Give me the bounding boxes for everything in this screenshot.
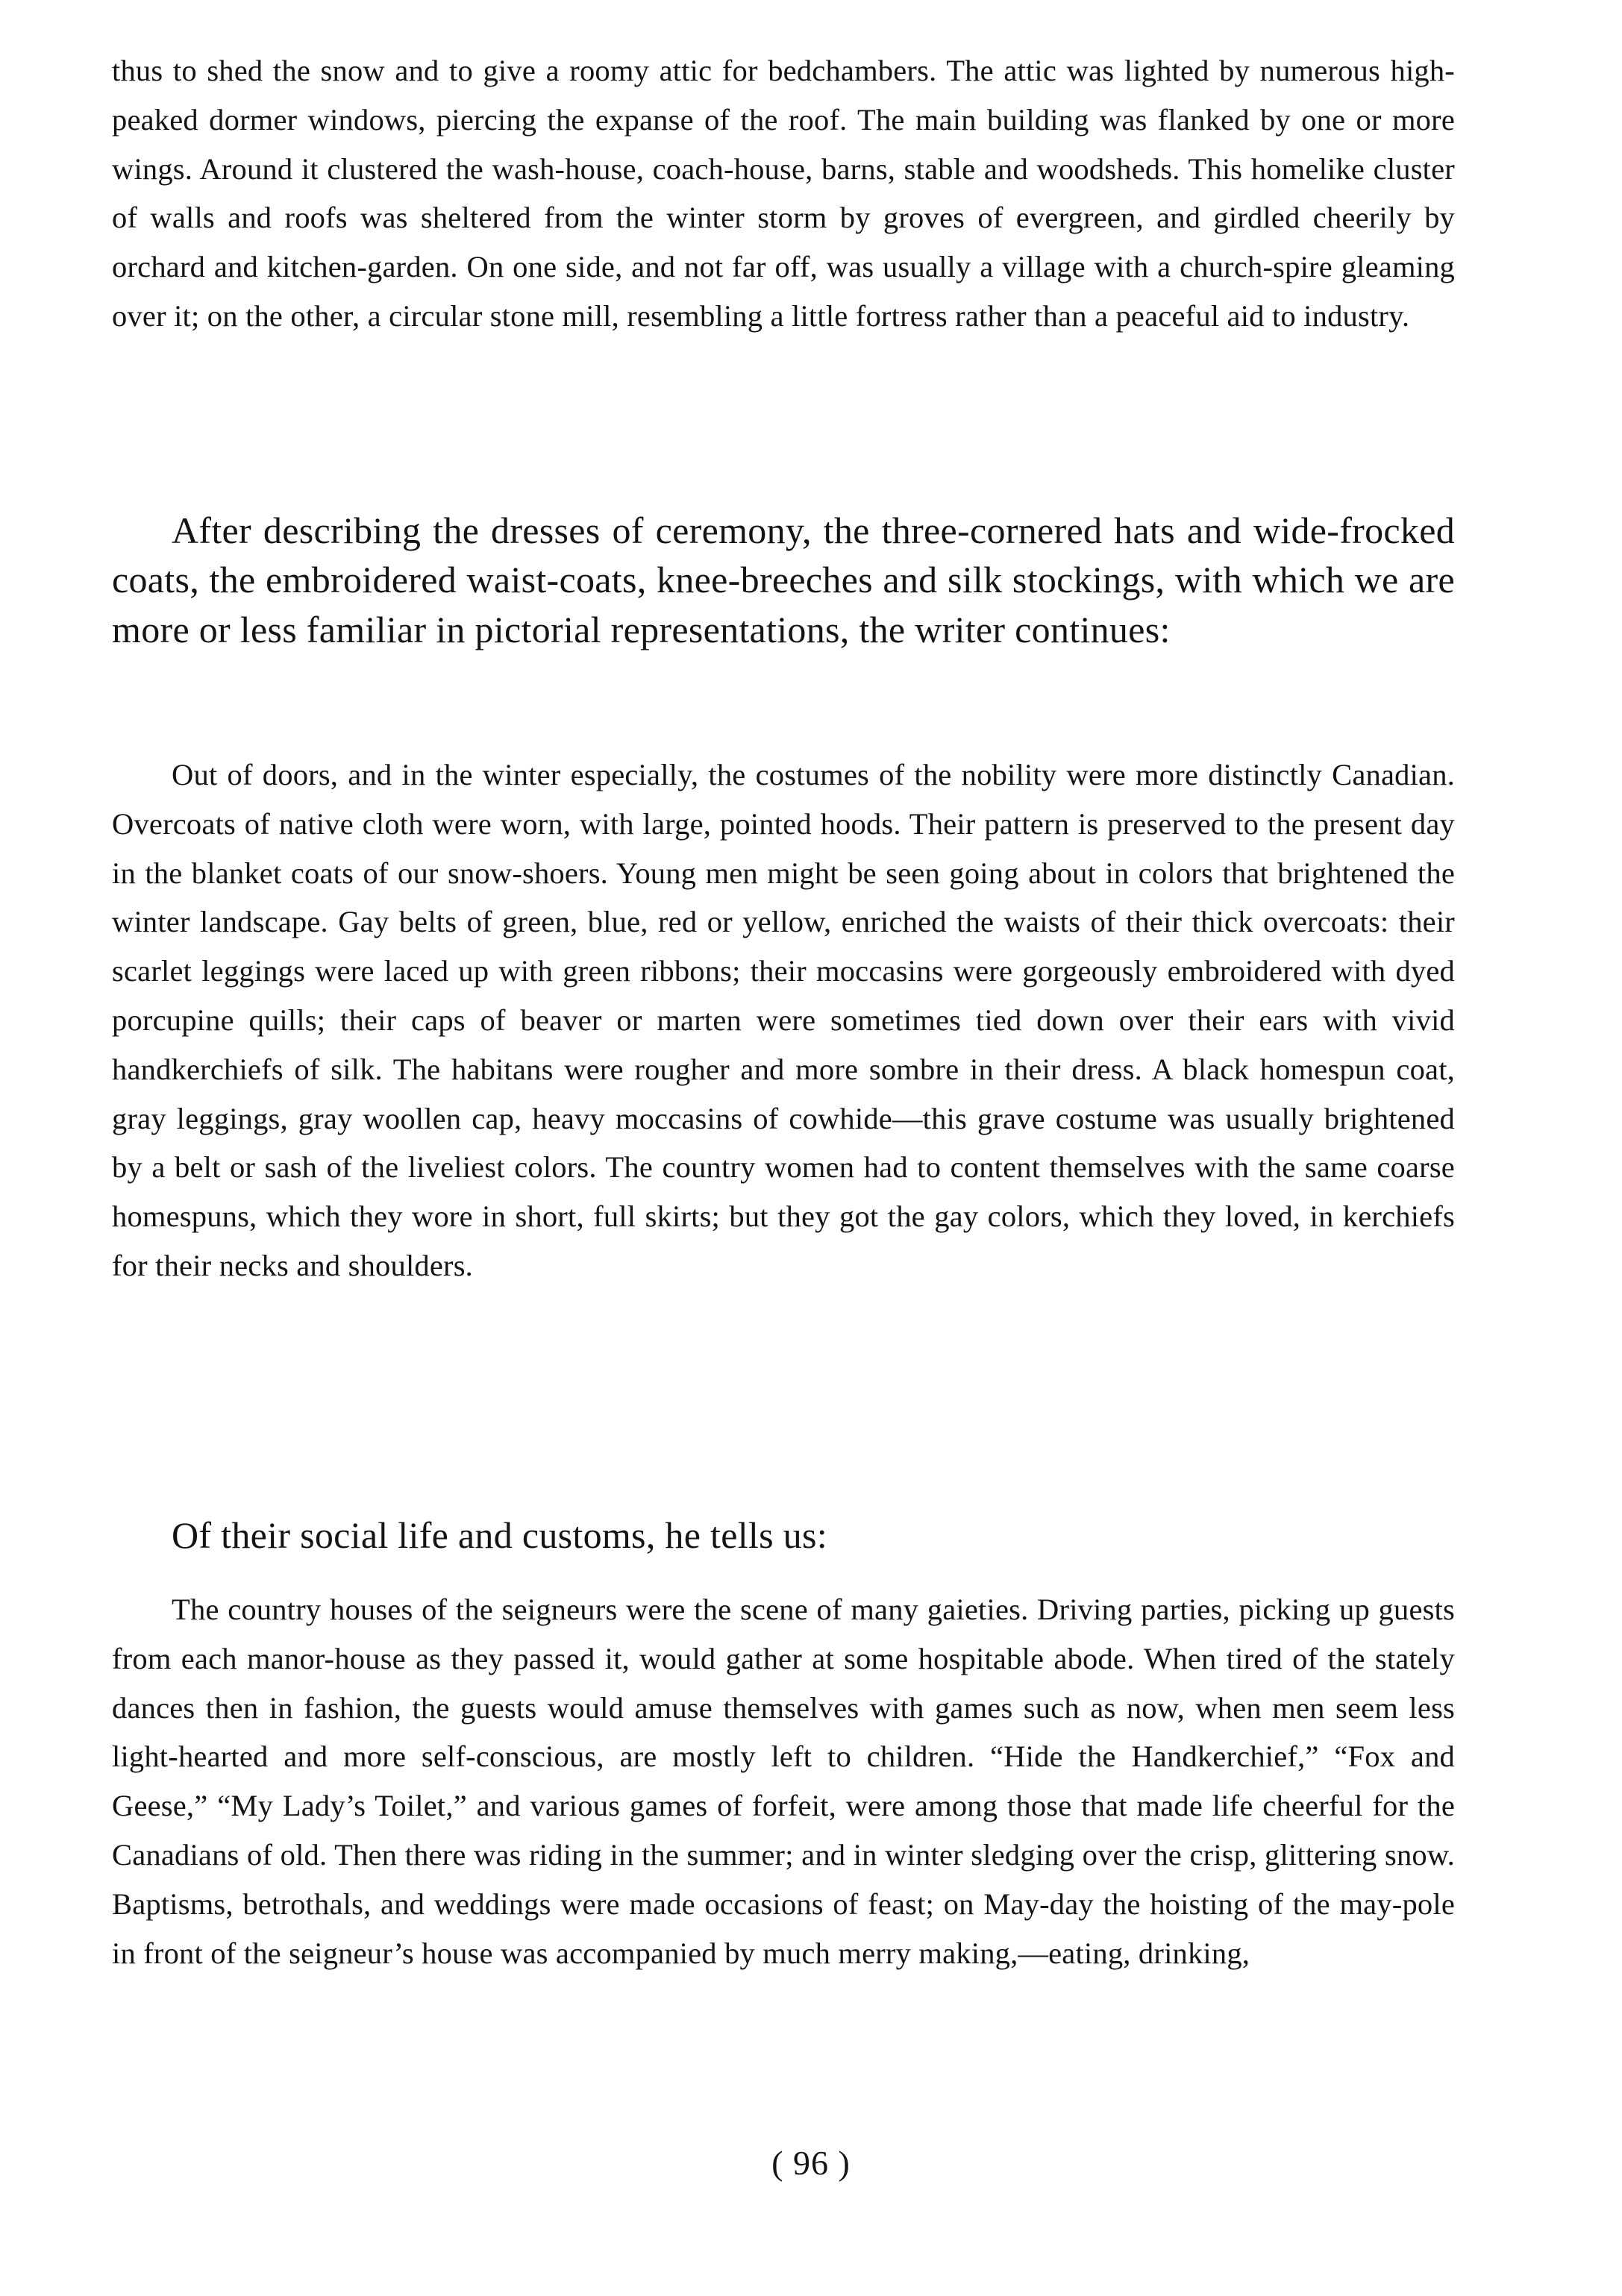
page-number: ( 96 ) (771, 2144, 851, 2182)
paragraph-winter-costumes: Out of doors, and in the winter especially, the costumes of the nobility were more distinctly Canadian. Overcoats of native cloth were worn, with large, pointed hoods. Their pattern is preserved to the present day in the blanket coats of our snow-shoers. Young men might be seen going about in colors that brightened the winter landscape. Gay belts of green, blue, red or yellow, enriched the waists of their thick overcoats: their scarlet leggings were laced up with green ribbons; their moccasins were gorgeously embroidered with dyed porcupine quills; their caps of beaver or marten were sometimes tied down over their ears with vivid handkerchiefs of silk. The habitans were rougher and more sombre in their dress. A black homespun coat, gray leggings, gray woollen cap, heavy moccasins of cowhide—this grave costume was usually brightened by a belt or sash of the liveliest colors. The country women had to content themselves with the same coarse homespuns, which they wore in short, full skirts; but they got the gay colors, which they loved, in kerchiefs for their necks and shoulders. (112, 758, 1455, 1282)
paragraph-social-life-intro: Of their social life and customs, he tells us: (172, 1514, 827, 1556)
paragraph-seigneur-gaieties: The country houses of the seigneurs were the scene of many gaieties. Driving parties, picking up guests from each manor-house as they passed it, would gather at some hospitable abode. When tired of the stately dances then in fashion, the guests would amuse themselves with games such as now, when men seem less light-hearted and more self-conscious, are mostly left to children. “Hide the Handkerchief,” “Fox and Geese,” “My Lady’s Toilet,” and various games of forfeit, were among those that made life cheerful for the Canadians of old. Then there was riding in the summer; and in winter sledging over the crisp, glittering snow. Baptisms, betrothals, and weddings were made occasions of feast; on May-day the hoisting of the may-pole in front of the seigneur’s house was accompanied by much merry making,—eating, drinking, (112, 1593, 1455, 1970)
paragraph-continued-description: thus to shed the snow and to give a roomy attic for bedchambers. The attic was lighted by numerous high-peaked dormer windows, piercing the expanse of the roof. The main building was flanked by one or more wings. Around it clustered the wash-house, coach-house, barns, stable and woodsheds. This homelike cluster of walls and roofs was sheltered from the winter storm by groves of evergreen, and girdled cheerily by orchard and kitchen-garden. On one side, and not far off, was usually a village with a church-spire gleaming over it; on the other, a circular stone mill, resembling a little fortress rather than a peaceful aid to industry. (112, 54, 1455, 333)
paragraph-dresses-intro: After describing the dresses of ceremony, the three-cornered hats and wide-frocked coats, the embroidered waist-coats, knee-breeches and silk stockings, with which we are more or less familiar in pictorial representations, the writer continues: (112, 509, 1455, 650)
